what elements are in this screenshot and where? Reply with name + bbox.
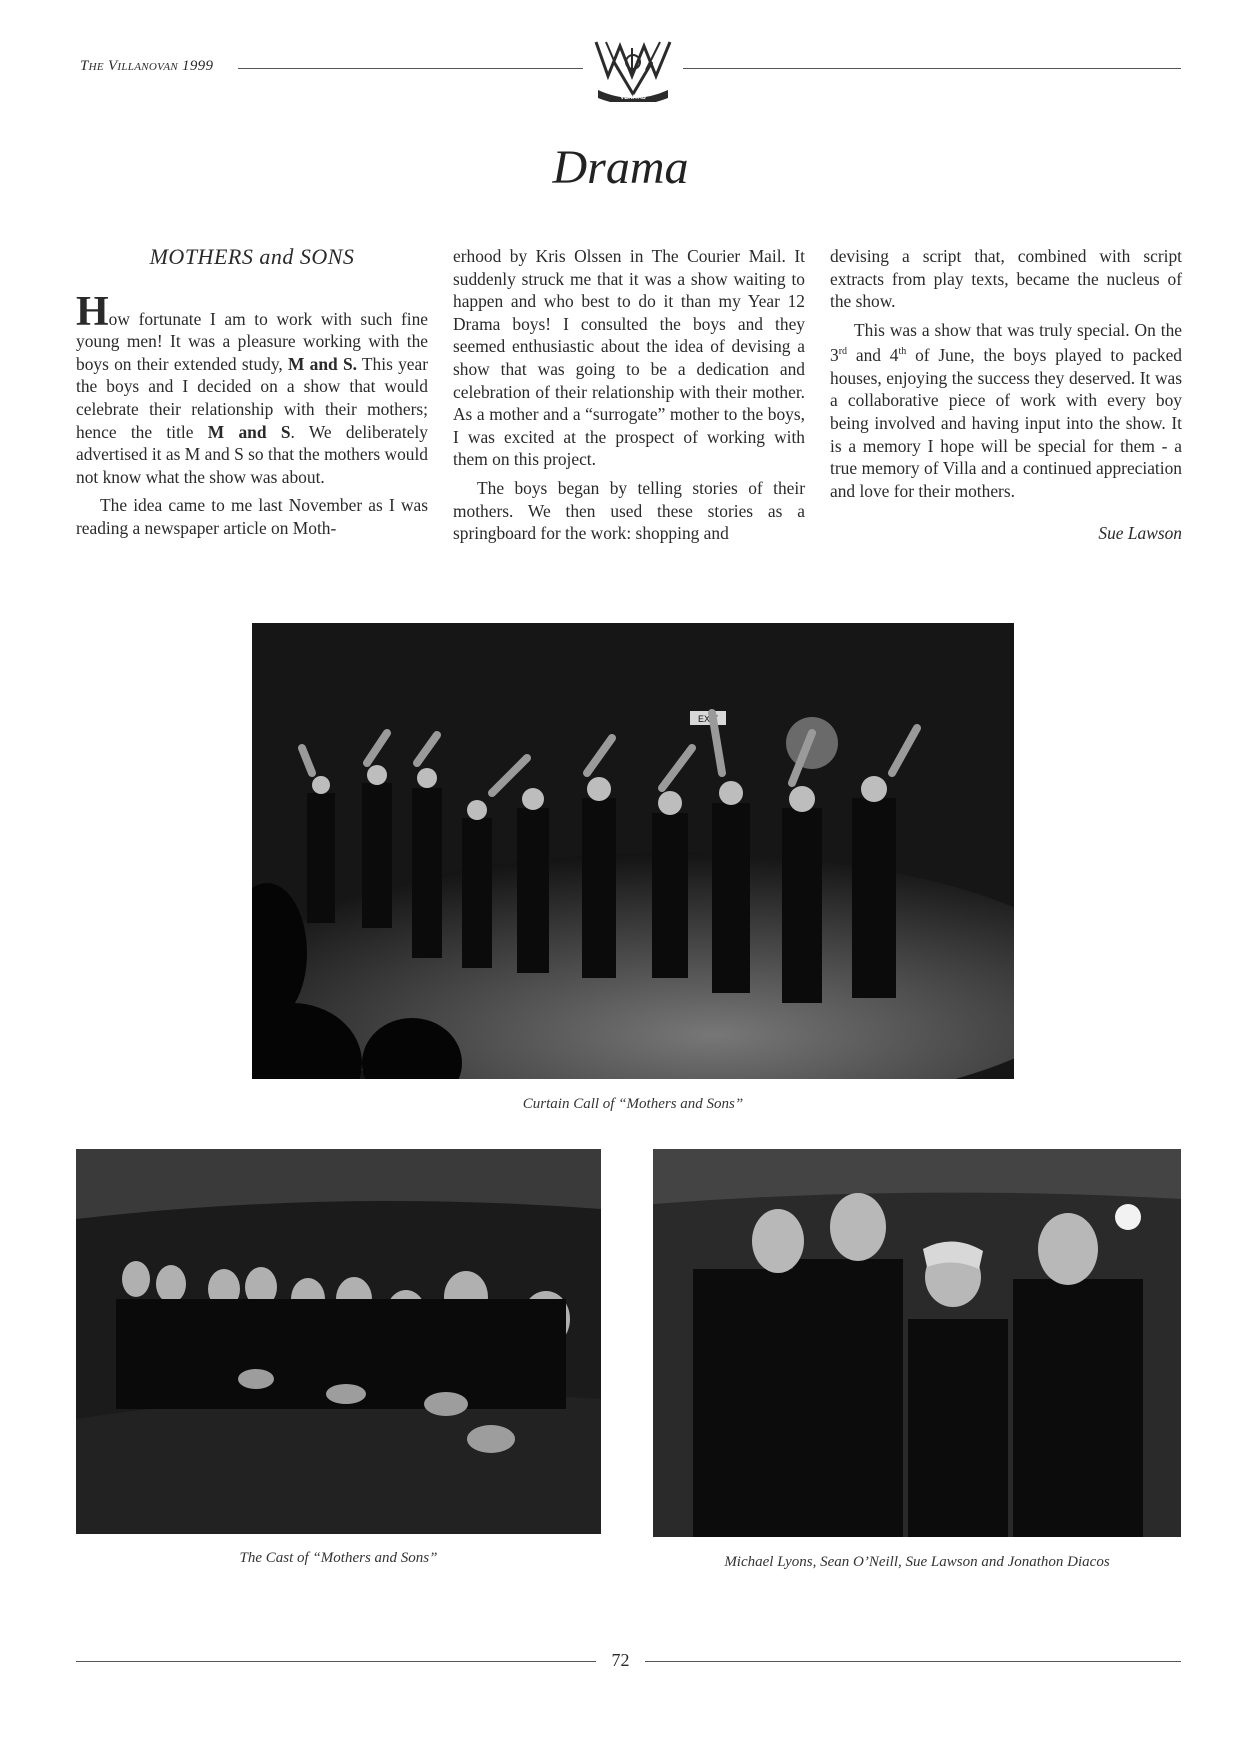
group-photo (653, 1149, 1181, 1537)
cast-photo (76, 1149, 601, 1534)
publication-year: 1999 (182, 58, 214, 74)
paragraph-text: This was a show that was truly special. On the 3 (830, 319, 1182, 366)
show-title-bold: M and S. (288, 353, 357, 374)
school-crest-icon (592, 36, 674, 102)
paragraph-text: and 4 (847, 345, 899, 366)
curtain-call-caption: Curtain Call of “Mothers and Sons” (522, 1096, 744, 1112)
paragraph-text: ow fortunate I am to work with such fine young men! It was a pleasure working with the boys on their extended study, (76, 308, 428, 374)
paragraph-text: of June, the boys played to packed houses, enjoying the success they deserved. It was a collaborative piece of work with every boy being involved and having input into the show. It is a memory I hope will be special for them - a true memory of Villa and a continued appreciation and love for their mothers. (830, 345, 1182, 501)
header-rule-left (238, 68, 583, 69)
ordinal-suffix: rd (838, 346, 848, 358)
paragraph-text: . We deliberately advertised it as M and S so that the mothers would not know what the show was about. (76, 421, 428, 487)
cast-caption: The Cast of “Mothers and Sons” (239, 1550, 438, 1566)
header-rule-right (683, 68, 1181, 69)
crest-motto: VERITAS (620, 95, 646, 101)
article-paragraph-2-cont: erhood by Kris Olssen in The Courier Mail. It suddenly struck me that it was a show waiting to happen and who best to do it than my Year 12 Drama boys! I consulted the boys and they seemed enthusiastic about the idea of devising a show that was going to be a dedication and celebration of their relationship with their mother. As a mother and a “surrogate” mother to the boys, I was excited at the prospect of working with them on this project. (453, 246, 805, 470)
ordinal-suffix: th (898, 346, 907, 358)
publication-name: The Villanovan (80, 58, 178, 74)
article-paragraph-3-start: The boys began by telling stories of their mothers. We then used these stories as a springboard for the work: shopping and (453, 477, 805, 544)
curtain-call-photo (252, 623, 1014, 1079)
article-paragraph-2-start: The idea came to me last November as I was reading a newspaper article on Moth- (76, 495, 428, 538)
article-column-2 (453, 245, 805, 545)
paragraph-text: This year the boys and I decided on a show that would celebrate their relationship with their mothers; hence the title (76, 353, 428, 442)
page-number: 72 (611, 1650, 630, 1670)
exit-sign-text: EXIT (697, 714, 719, 724)
article-author: Sue Lawson (1098, 523, 1182, 544)
drop-cap: H (76, 288, 109, 335)
article-paragraph-3-cont: devising a script that, combined with script extracts from play texts, became the nucleus of the show. (830, 246, 1182, 312)
page-title: Drama (552, 141, 689, 194)
show-title-bold: M and S (207, 421, 291, 442)
group-caption: Michael Lyons, Sean O’Neill, Sue Lawson and Jonathon Diacos (724, 1554, 1110, 1570)
article-paragraph-4 (830, 319, 1182, 503)
article-paragraph-1 (76, 288, 428, 489)
article-title: MOTHERS and SONS (149, 244, 355, 269)
article-column-3 (830, 245, 1182, 545)
article-column-1 (76, 244, 428, 540)
running-header (80, 58, 213, 75)
